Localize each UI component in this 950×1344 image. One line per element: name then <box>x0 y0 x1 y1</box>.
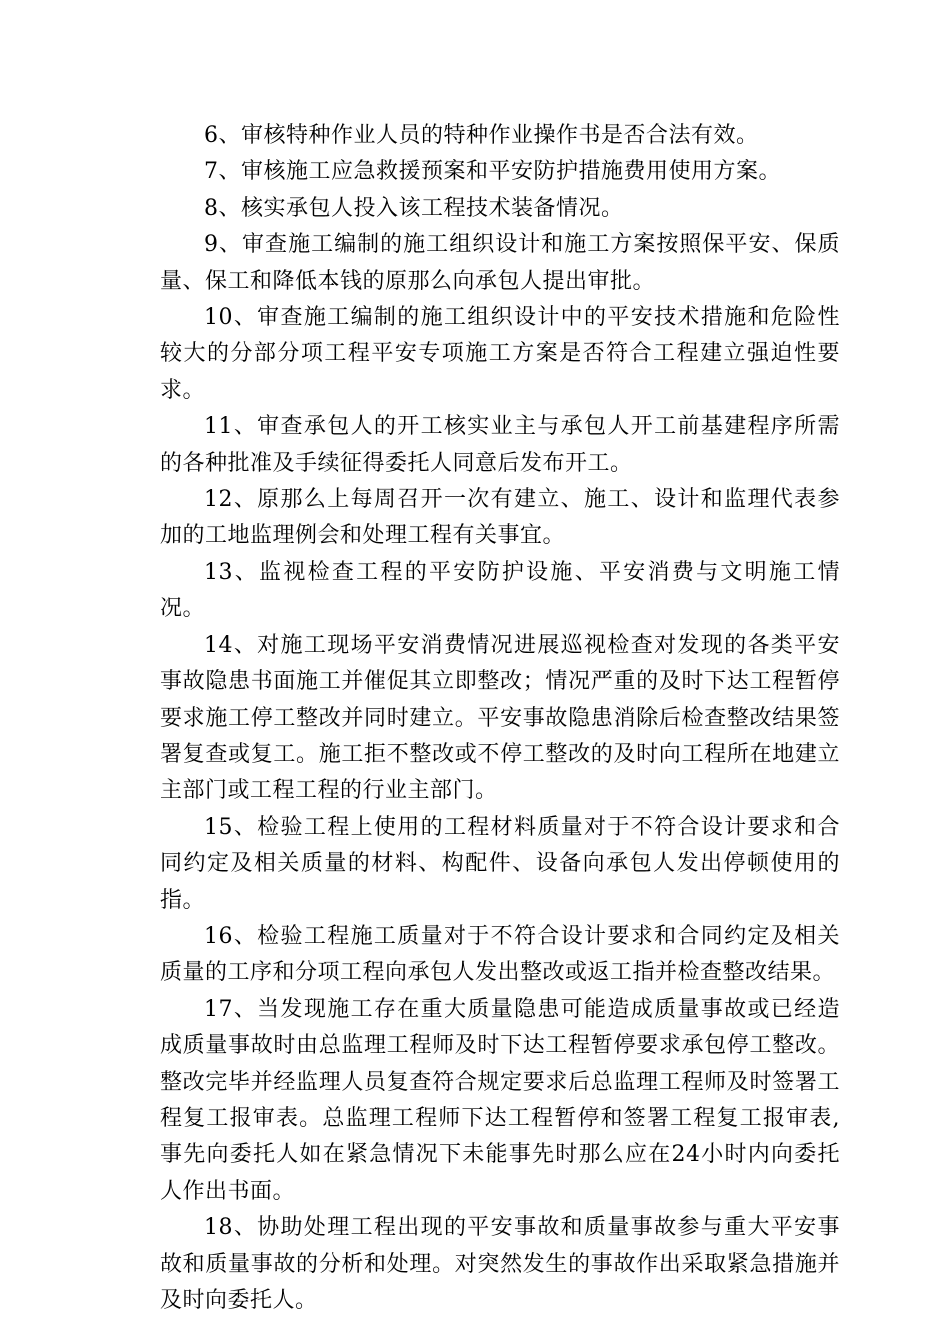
paragraph-item-9: 9、审查施工编制的施工组织设计和施工方案按照保平安、保质量、保工和降低本钱的原那么向承包人提出审批。 <box>160 232 840 294</box>
paragraph-item-16: 16、检验工程施工质量对于不符合设计要求和合同约定及相关质量的工序和分项工程向承包人发出整改或返工指并检查整改结果。 <box>160 923 840 986</box>
paragraph-item-8: 8、核实承包人投入该工程技术装备情况。 <box>204 195 624 221</box>
paragraph-item-17: 17、当发现施工存在重大质量隐患可能造成质量事故或已经造成质量事故时由总监理工程师及时下达工程暂停要求承包停工整改。整改完毕并经监理人员复查符合规定要求后总监理工程师及时签署工程复工报审表。总监理工程师下达工程暂停和签署工程复工报审表,事先向委托人如在紧急情况下未能事先时那么应在24小时内向委托人作出书面。 <box>160 996 840 1204</box>
document-body <box>160 118 840 1319</box>
paragraph-item-13: 13、监视检查工程的平安防护设施、平安消费与文明施工情况。 <box>160 559 840 622</box>
paragraph-item-10: 10、审查施工编制的施工组织设计中的平安技术措施和危险性较大的分部分项工程平安专项施工方案是否符合工程建立强迫性要求。 <box>160 305 840 403</box>
paragraph-item-14: 14、对施工现场平安消费情况进展巡视检查对发现的各类平安事故隐患书面施工并催促其立即整改；情况严重的及时下达工程暂停要求施工停工整改并同时建立。平安事故隐患消除后检查整改结果签署复查或复工。施工拒不整改或不停工整改的及时向工程所在地建立主部门或工程工程的行业主部门。 <box>160 632 840 804</box>
paragraph-item-6: 6、审核特种作业人员的特种作业操作书是否合法有效。 <box>204 123 759 148</box>
paragraph-item-7: 7、审核施工应急救援预案和平安防护措施费用使用方案。 <box>204 159 781 185</box>
paragraph-item-18: 18、协助处理工程出现的平安事故和质量事故参与重大平安事故和质量事故的分析和处理。对突然发生的事故作出采取紧急措施并及时向委托人。 <box>160 1215 840 1313</box>
paragraph-item-11: 11、审查承包人的开工核实业主与承包人开工前基建程序所需的各种批准及手续征得委托人同意后发布开工。 <box>160 414 840 476</box>
paragraph-item-15: 15、检验工程上使用的工程材料质量对于不符合设计要求和合同约定及相关质量的材料、构配件、设备向承包人发出停顿使用的指。 <box>160 814 840 913</box>
paragraph-item-12: 12、原那么上每周召开一次有建立、施工、设计和监理代表参加的工地监理例会和处理工程有关事宜。 <box>160 487 840 549</box>
